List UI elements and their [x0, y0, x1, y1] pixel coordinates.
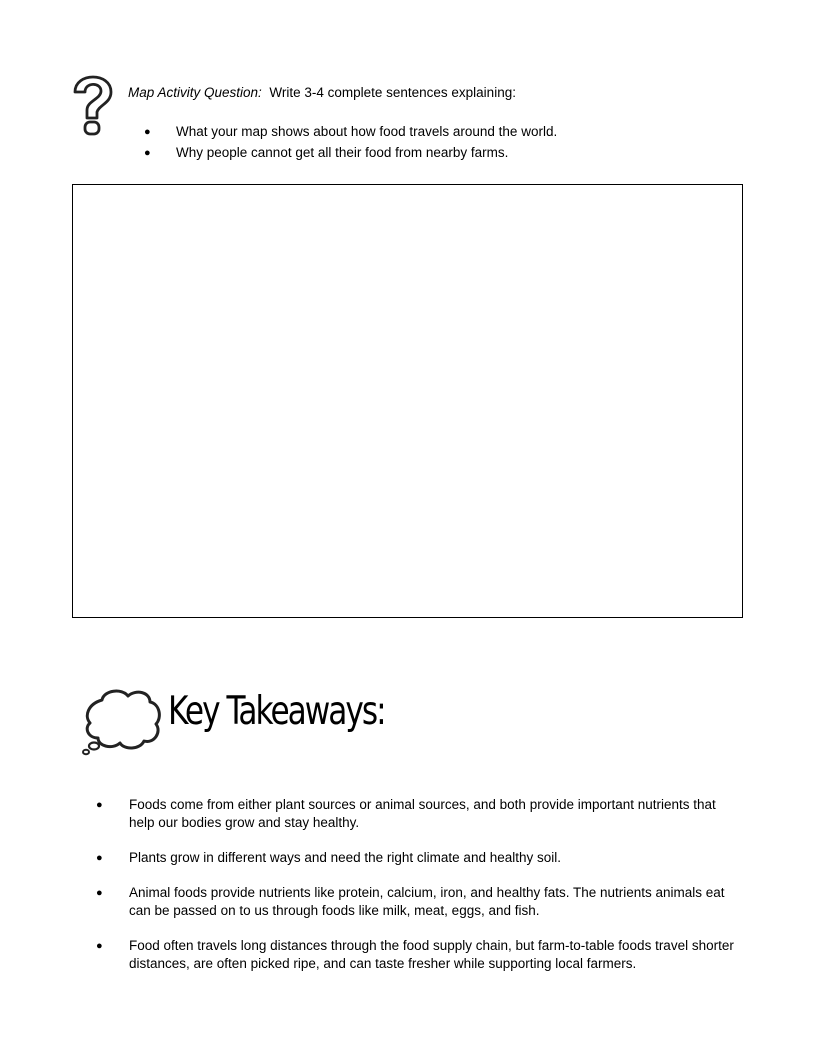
map-activity-question: [128, 85, 516, 101]
list-item: [96, 884, 736, 920]
list-item: [96, 937, 736, 973]
question-prompt: Write 3-4 complete sentences explaining:: [269, 85, 516, 100]
question-label: Map Activity Question:: [128, 85, 262, 100]
thought-cloud-icon: [80, 686, 164, 756]
question-mark-icon: [70, 70, 116, 136]
bullet: ●: [96, 799, 103, 811]
takeaway-text: Food often travels long distances through the food supply chain, but farm-to-table foods travel shorter distances, are often picked ripe, and can taste fresher while supporting local farmers.: [129, 938, 734, 971]
bullet: ●: [144, 126, 151, 138]
bullet: ●: [96, 940, 103, 952]
answer-box[interactable]: [72, 184, 743, 618]
takeaway-text: Foods come from either plant sources or animal sources, and both provide important nutrients that help our bodies grow and stay healthy.: [129, 797, 716, 830]
bullet: ●: [96, 852, 103, 864]
takeaway-text: Animal foods provide nutrients like protein, calcium, iron, and healthy fats. The nutrients animals eat can be passed on to us through foods like milk, meat, eggs, and fish.: [129, 885, 725, 918]
bullet-text: What your map shows about how food travels around the world.: [176, 124, 558, 139]
takeaway-text: Plants grow in different ways and need the right climate and healthy soil.: [129, 850, 561, 865]
bullet: ●: [96, 887, 103, 899]
list-item: [128, 122, 557, 143]
list-item: [96, 849, 736, 867]
takeaways-list: [96, 796, 736, 990]
list-item: [128, 143, 557, 164]
bullet: ●: [144, 146, 151, 159]
list-item: [96, 796, 736, 832]
question-bullet-list: [128, 122, 557, 163]
key-takeaways-heading: Key Takeaways:: [168, 689, 385, 734]
bullet-text: Why people cannot get all their food from nearby farms.: [176, 144, 509, 160]
